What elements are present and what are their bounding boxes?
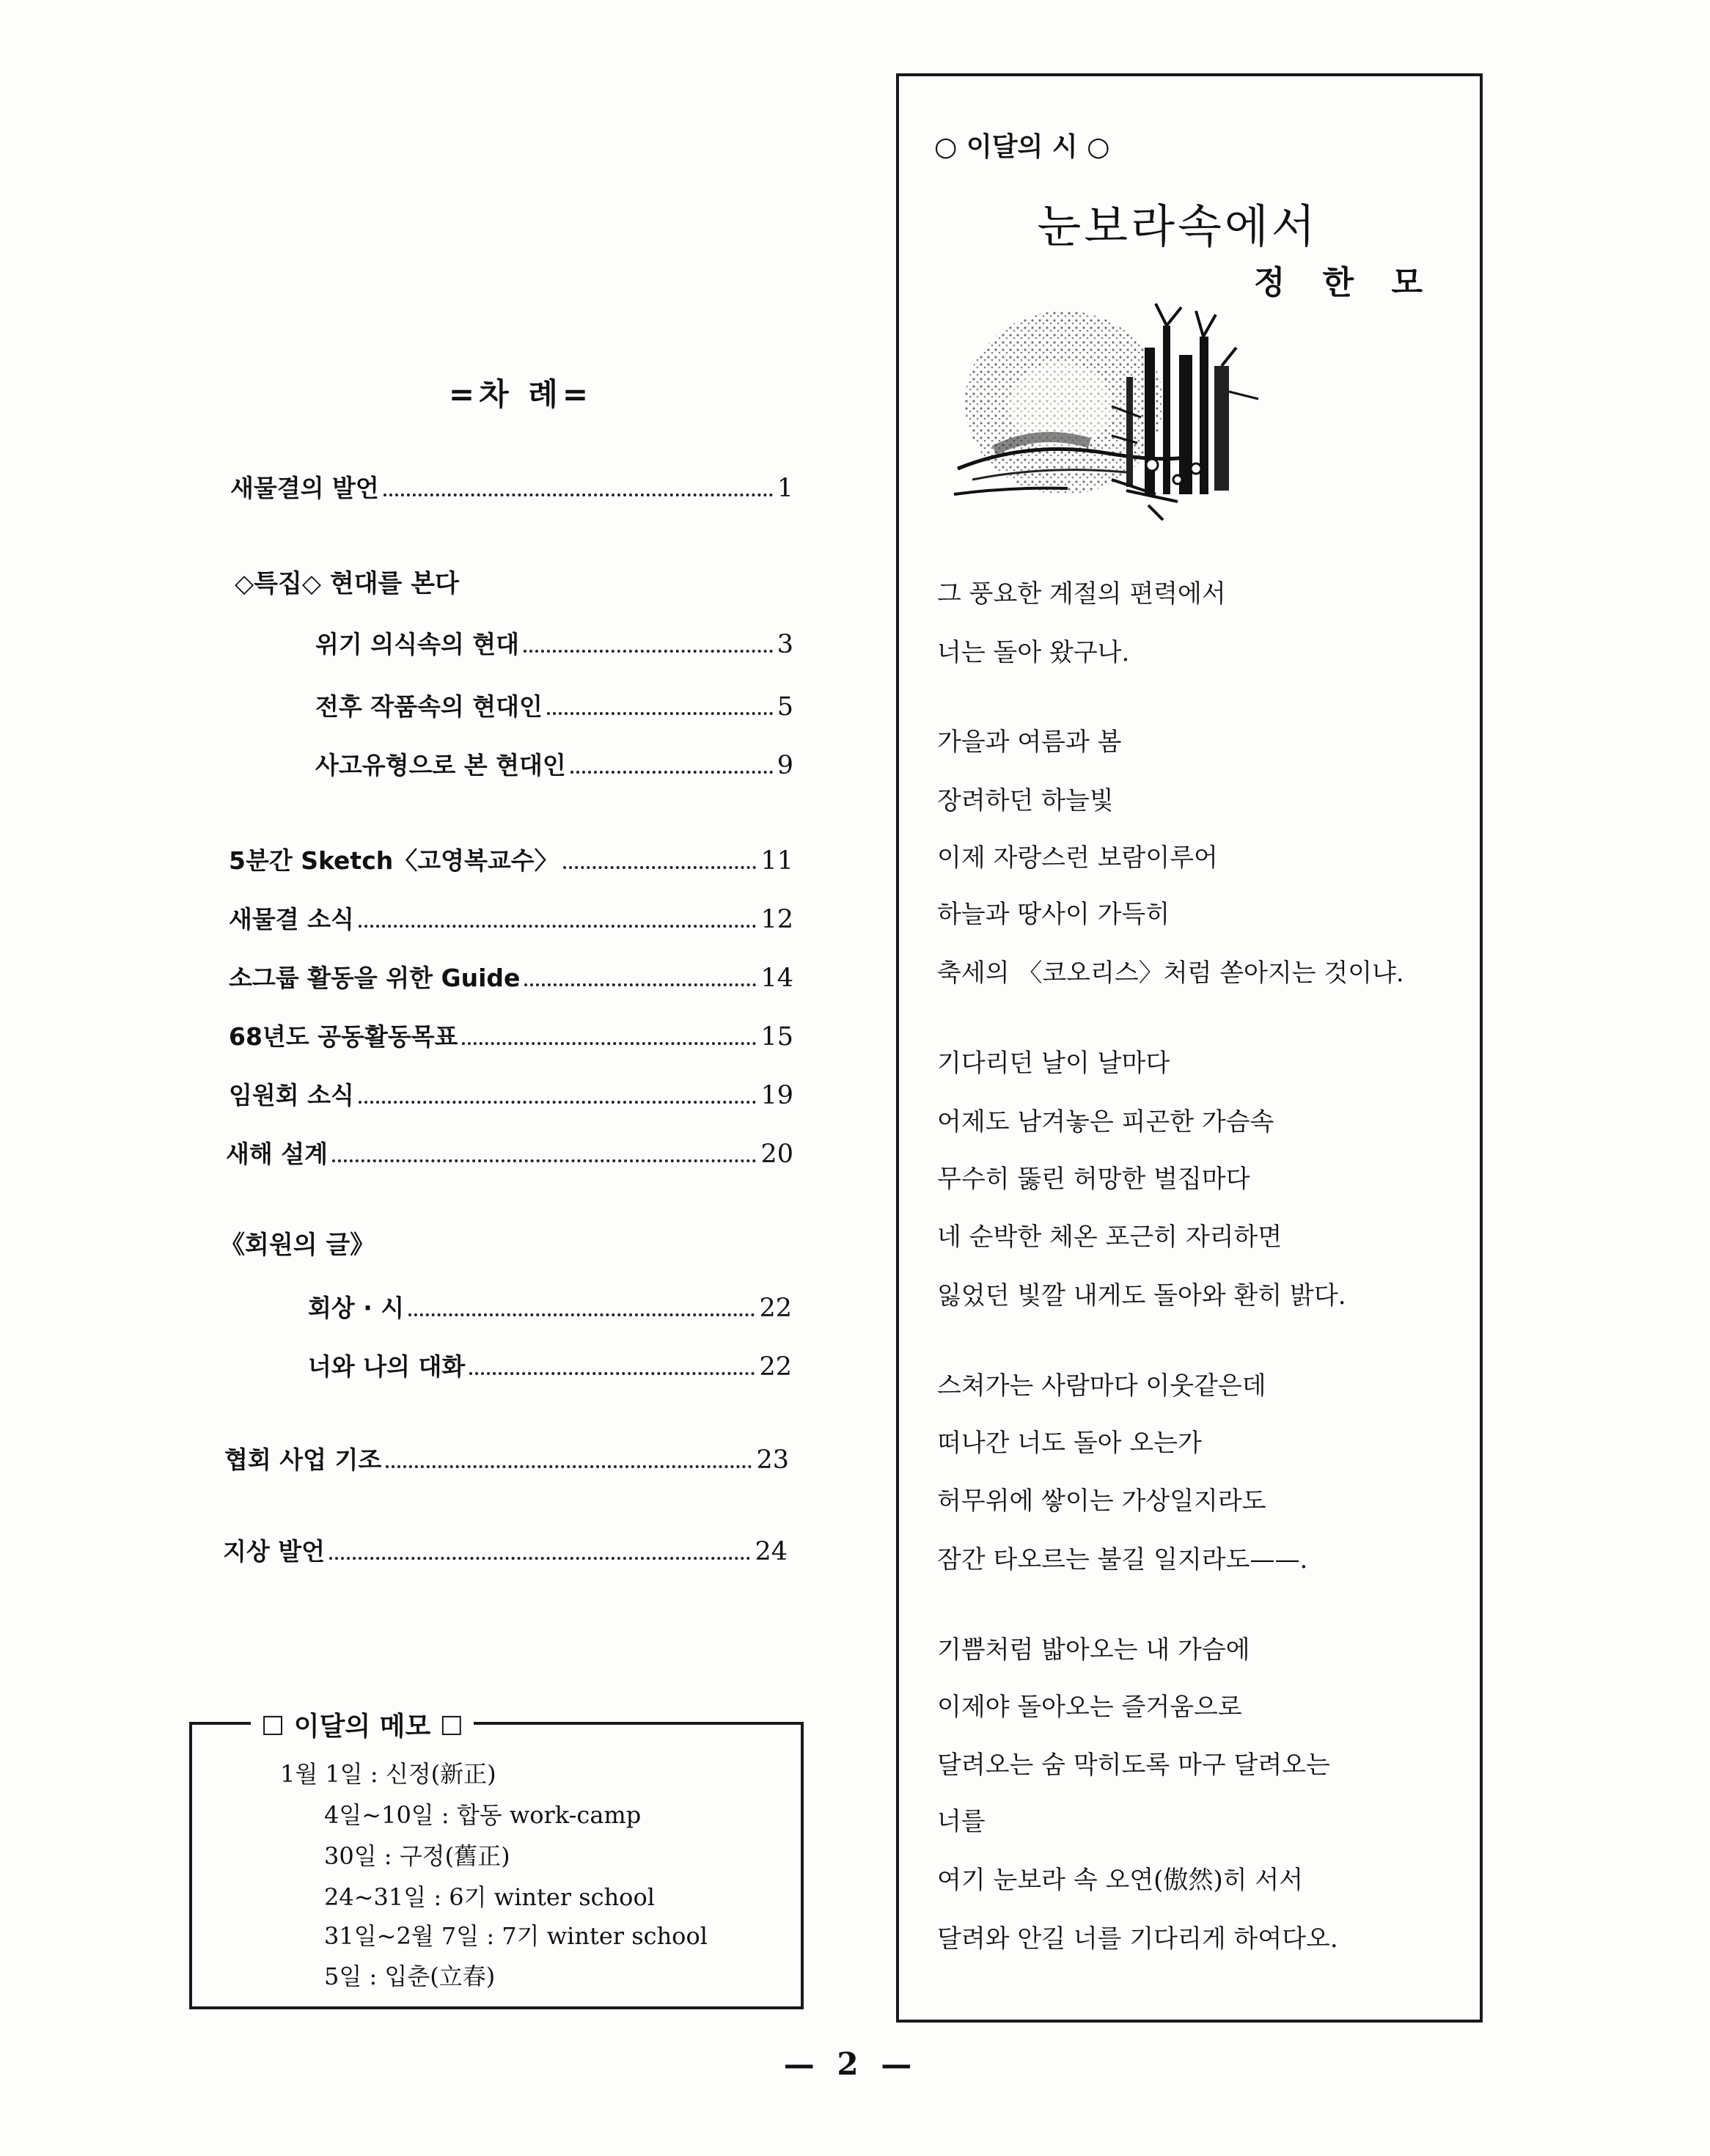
toc-entry-label: 새물결의 발언 [230,474,379,502]
poem-panel [896,73,1483,2023]
toc-entry [308,1289,792,1324]
toc-entry [229,901,793,935]
dot-leader [332,1159,756,1162]
toc-entry-label: 5분간 Sketch〈고영복교수〉 [229,846,559,875]
toc-entry-label: 사고유형으로 본 현대인 [315,751,566,780]
toc-entry-page: 23 [756,1445,789,1475]
toc-entry-label: 68년도 공동활동목표 [229,1022,458,1051]
poem-line: 너를 [937,1807,986,1836]
poem-line: 달려오는 숨 막히도록 마구 달려오는 [937,1750,1330,1780]
toc-entry-label: 협회 사업 기조 [224,1445,382,1474]
dot-leader [469,1372,755,1375]
memo-item: 24~31일 : 6기 winter school [324,1883,655,1911]
toc-entry-page: 5 [777,692,793,722]
toc-entry-page: 9 [777,751,793,780]
toc-entry-label: 회상 · 시 [308,1294,405,1322]
dot-leader [329,1557,750,1560]
dot-leader [547,712,773,715]
memo-box [189,1712,804,2009]
toc-entry-label: 위기 의식속의 현대 [315,630,520,659]
toc-entry-label: 소그룹 활동을 위한 Guide [229,964,521,992]
poem-line: 기쁨처럼 밟아오는 내 가슴에 [937,1635,1250,1665]
toc-entry-page: 11 [760,846,793,876]
memo-item: 4일~10일 : 합동 work-camp [324,1801,642,1829]
memo-item: 30일 : 구정(舊正) [324,1842,510,1870]
toc-entry [230,469,793,504]
poem-section-label: ○ 이달의 시 ○ [934,132,1110,162]
poem-line: 어제도 남겨놓은 피곤한 가슴속 [937,1107,1274,1137]
toc-heading: =차 례= [448,376,593,412]
toc-entry-label: 임원회 소식 [229,1081,354,1110]
dot-leader [570,771,773,774]
poem-line: 이제 자랑스런 보람이루어 [937,843,1218,873]
poem-line: 장려하던 하늘빛 [937,786,1114,815]
toc-entry [315,747,793,781]
poem-line: 무수히 뚫린 허망한 벌집마다 [937,1165,1250,1194]
toc-entry-page: 12 [760,905,793,934]
poem-line: 그 풍요한 계절의 편력에서 [937,579,1226,609]
toc-entry-page: 14 [760,964,793,993]
toc-entry [226,1135,793,1170]
dot-leader [384,494,773,496]
toc-entry-page: 19 [760,1081,793,1110]
toc-entry-label: 전후 작품속의 현대인 [315,692,543,721]
poem-line: 하늘과 땅사이 가득히 [937,900,1170,929]
poem-line: 잠간 타오르는 불길 일지라도——. [937,1545,1308,1574]
poem-line: 이제야 돌아오는 즐거움으로 [937,1693,1242,1722]
toc-entry [315,688,793,722]
toc-entry [229,959,793,994]
poem-line: 스쳐가는 사람마다 이웃같은데 [937,1371,1266,1401]
snowy-trees-illustration [943,296,1273,531]
toc-entry-page: 22 [759,1294,792,1323]
toc-entry [229,842,793,876]
poem-author: 정 한 모 [1253,264,1436,301]
toc-entry-page: 15 [760,1022,793,1052]
dot-leader [462,1042,756,1045]
toc-entry-page: 24 [755,1537,788,1566]
poem-line: 기다리던 날이 날마다 [937,1049,1170,1078]
poem-line: 축세의 〈코오리스〉처럼 쏟아지는 것이냐. [937,958,1404,988]
toc-entry-page: 1 [777,474,793,503]
toc-entry-page: 3 [777,630,793,659]
toc-entry-page: 22 [759,1352,792,1382]
poem-line: 달려와 안길 너를 기다리게 하여다오. [937,1924,1338,1954]
poem-line: 여기 눈보라 속 오연(傲然)히 서서 [937,1866,1304,1895]
toc-entry-page: 20 [760,1140,793,1169]
dot-leader [524,983,756,986]
dot-leader [359,925,757,928]
toc-entry-label: 새해 설계 [226,1140,329,1168]
poem-line: 가을과 여름과 봄 [937,727,1122,757]
toc-entry [223,1533,788,1567]
toc-entry [224,1441,789,1475]
poem-line: 네 순박한 체온 포근히 자리하면 [937,1222,1282,1252]
memo-item: 5일 : 입춘(立春) [324,1962,496,1990]
memo-item: 31일~2월 7일 : 7기 winter school [324,1922,708,1950]
poem-line: 허무위에 쌓이는 가상일지라도 [937,1486,1266,1516]
memo-title: ☐ 이달의 메모 ☐ [251,1706,474,1743]
dot-leader [359,1101,757,1104]
page-number: — 2 — [783,2046,918,2082]
toc-entry-label: 새물결 소식 [229,905,354,934]
toc-entry [315,626,793,660]
poem-line: 잃었던 빛깔 내게도 돌아와 환히 밝다. [937,1281,1346,1310]
toc-entry [229,1018,793,1052]
memo-item: 1월 1일 : 신정(新正) [280,1760,496,1788]
dot-leader [386,1465,752,1468]
poem-line: 너는 돌아 왔구나. [937,638,1130,667]
poem-title: 눈보라속에서 [1037,199,1318,253]
dot-leader [563,866,757,869]
poem-line: 떠나간 너도 돌아 오는가 [937,1429,1202,1458]
toc-section-special: ◇특집◇ 현대를 본다 [235,569,459,598]
toc-section-members: 《회원의 글》 [220,1231,375,1260]
toc-entry-label: 지상 발언 [223,1537,326,1566]
dot-leader [408,1313,755,1316]
toc-entry [308,1348,792,1382]
dot-leader [524,650,773,653]
toc-entry [229,1077,793,1111]
toc-entry-label: 너와 나의 대화 [308,1352,466,1381]
